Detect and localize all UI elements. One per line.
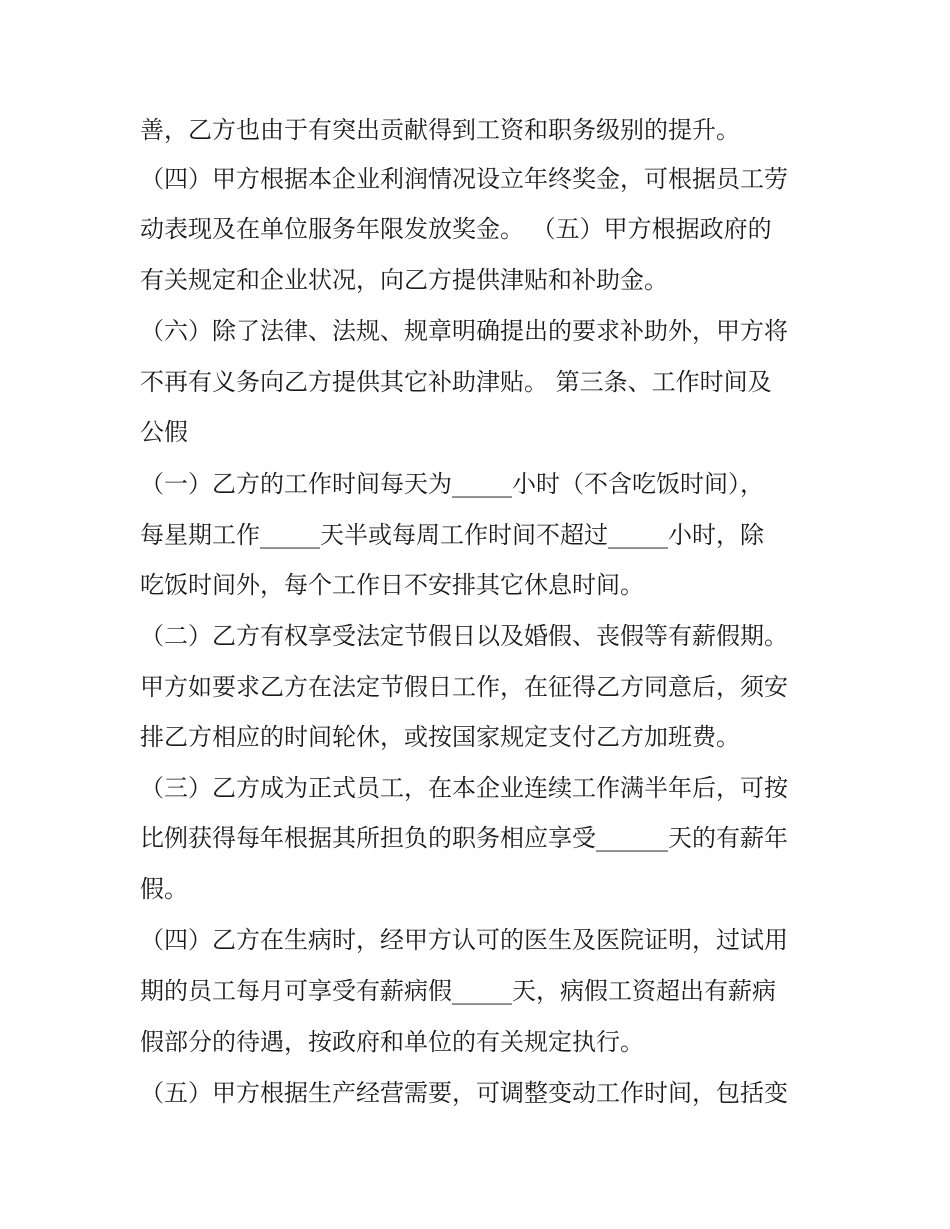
text-line: 甲方如要求乙方在法定节假日工作，在征得乙方同意后，须安	[140, 673, 788, 701]
text-line: （五）甲方根据生产经营需要，可调整变动工作时间，包括变	[140, 1079, 788, 1107]
text-line: 期的员工每月可享受有薪病假_____天，病假工资超出有薪病	[140, 977, 776, 1005]
text-line: 善，乙方也由于有突出贡献得到工资和职务级别的提升。	[140, 116, 740, 144]
text-line: 动表现及在单位服务年限发放奖金。 （五）甲方根据政府的	[140, 215, 772, 243]
text-line: 比例获得每年根据其所担负的职务相应享受______天的有薪年	[140, 824, 788, 852]
text-line: （三）乙方成为正式员工，在本企业连续工作满半年后，可按	[140, 774, 788, 802]
text-line: （四）甲方根据本企业利润情况设立年终奖金，可根据员工劳	[140, 165, 788, 193]
text-line: （六）除了法律、法规、规章明确提出的要求补助外，甲方将	[140, 317, 788, 345]
text-line: （二）乙方有权享受法定节假日以及婚假、丧假等有薪假期。	[140, 622, 788, 650]
text-line: （四）乙方在生病时，经甲方认可的医生及医院证明，过试用	[140, 926, 788, 954]
text-line: 假部分的待遇，按政府和单位的有关规定执行。	[140, 1028, 644, 1056]
text-line: 吃饭时间外，每个工作日不安排其它休息时间。	[140, 571, 644, 599]
text-line: 公假	[140, 418, 188, 446]
text-line: 不再有义务向乙方提供其它补助津贴。 第三条、工作时间及	[140, 368, 772, 396]
text-line: 每星期工作_____天半或每周工作时间不超过_____小时，除	[140, 521, 764, 549]
text-line: （一）乙方的工作时间每天为_____小时（不含吃饭时间），	[140, 470, 764, 498]
text-line: 假。	[140, 875, 188, 903]
text-line: 有关规定和企业状况，向乙方提供津贴和补助金。	[140, 266, 668, 294]
text-line: 排乙方相应的时间轮休，或按国家规定支付乙方加班费。	[140, 723, 740, 751]
